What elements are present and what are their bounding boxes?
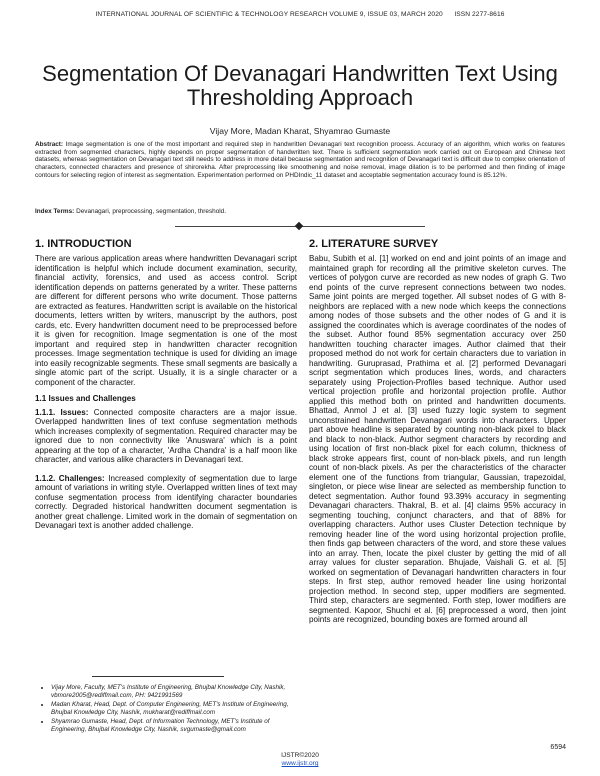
footnote-rule [92, 676, 224, 677]
footnote-item: • Madan Kharat, Head, Dept. of Computer Engineering, MET's Institute of Engineering, Bhujbal Knowledge City, Nashik, mukharat@rediffmail.com [51, 701, 297, 716]
issues-label: 1.1.1. Issues: [35, 407, 89, 417]
left-column [35, 237, 297, 535]
footer-link[interactable]: www.ijstr.org [281, 760, 319, 767]
introduction-heading: 1. INTRODUCTION [35, 238, 132, 250]
abstract-text: Image segmentation is one of the most important and required step in handwritten Devanagari text recognition process. Accuracy of an algorithm, which works on features extracted from segmented characters, highly depends on proper segmentation of handwritten text. There is sufficient segmentation work carried out on European and Chinese text datasets, whereas segmentation on Devanagari text still needs to address in more detail because segmentation and recognition of Devanagari text is difficult due to complex orientation of characters, connected characters and presence of shirorekha. After preprocessing like smoothening and noise removal, image dilation is to be performed and then finding of image contours for selecting region of interest as segmentation. Experimentation performed on PHDIndic_11 dataset and acceptable segmentation accuracy found is 85.12%. [35, 141, 565, 179]
index-terms [35, 208, 565, 216]
footer-copyright: IJSTR©2020 [281, 752, 319, 759]
literature-survey-paragraph: Babu, Subith et al. [1] worked on end and joint points of an image and maintained graph for recording all the primitive skeleton curves. The vertices of polygon curve are recorded as new nodes of graph G. Two end points of the curve represent connections between two nodes. Same joint points are merged together. All subset nodes of G with 8-neighbors are replaced with a new node which keeps the connections among nodes of those subsets and the other nodes of G and it is assigned the coordinates which is average coordinates of the nodes of the subset. Author found 85% segmentation accuracy over 250 handwritten touching character images. Author claimed that their proposed method do not work for certain characters due to variation in handwriting. Guruprasad, Prathima et al. [2] performed Devanagari script segmentation which produces lines, words, and characters separately using Projection-Profiles based technique. Author used vertical projection profile and horizontal projection profile. Author applied this method both on printed and handwritten documents. Bhattad, Anmol J et al. [3] used fuzzy logic system to segment unconstrained handwritten Devanagari words into characters. Upper part above headline is separated by counting non-black pixel to black and black to non-black. Author segment characters by recording and using location of first non-black pixel for each column, thickness of black stroke appears first, count of non-black pixels, and run length count of non-black pixels. As per the characteristics of the character element one of the functions from triangular, Gaussian, trapezoidal, singleton, or piece wise linear are selected as membership function to detect segmentation. Author found 93.39% accuracy in segmenting Devanagari characters. Thakral, B. et al. [4] claims 95% accuracy in segmenting touching, conjunct characters, and that of 88% for overlapping characters. Author uses Cluster Detection technique by removing header line of the word using horizontal projection profile, then finds gap between characters of the word, and store these values into an array. Then, locate the pixel cluster by getting the mid of all array values for cluster separation. Bhujade, Vaishali G. et al. [5] worked on segmentation of Devanagari handwritten characters in four steps. In first step, author removed header line using horizontal projection method. In second step, upper modifiers are segmented. Third step, characters are segmented. Forth step, lower modifiers are segmented. Kapoor, Shuchi et al. [6] preprocessed a word, then joint points are recognized, bounding boxes are formed around all [309, 254, 566, 624]
challenges-paragraph [35, 474, 297, 531]
challenges-text: Increased complexity of segmentation due to large amount of variations in writing style. Overlapped written lines of text may confuse segmentation process from identifying character boundaries correctly. Degraded historical handwritten document segmentation is another great challenge. Limited work in the domain of segmentation on Devanagari text is another added challenge. [35, 473, 297, 530]
author-list: Vijay More, Madan Kharat, Shyamrao Gumaste [209, 126, 391, 136]
challenges-label: 1.1.2. Challenges: [35, 473, 105, 483]
paper-title: Segmentation Of Devanagari Handwritten Text Using Thresholding Approach [42, 61, 558, 110]
issues-text: Connected composite characters are a major issue. Overlapped handwritten lines of text confuse segmentation methods which increases complexity of segmentation. Required character may be ignored due to non connectivity like 'Anuswara' which is a point appearing at the top of a character, 'Ardha Chandra' is a half moon like character, and various alike characters in Devanagari text. [35, 407, 297, 464]
right-column [309, 237, 566, 629]
index-terms-label: Index Terms: [35, 208, 75, 215]
section-separator [175, 223, 425, 229]
running-head: INTERNATIONAL JOURNAL OF SCIENTIFIC & TECHNOLOGY RESEARCH VOLUME 9, ISSUE 03, MARCH 2020 ISSN 2277-8616 [95, 11, 505, 18]
page-number: 6594 [550, 744, 566, 751]
footnote-item: • Vijay More, Faculty, MET's Institute of Engineering, Bhujbal Knowledge City, Nashik, vbmore2005@rediffmail.com, PH: 9421991569 [51, 684, 297, 699]
author-footnotes [35, 684, 297, 736]
issues-paragraph [35, 408, 297, 465]
footnote-item: • Shyamrao Gumaste, Head, Dept. of Information Technology, MET's Institute of Engineering, Bhujbal Knowledge City, Nashik, svgumaste@gmail.com [51, 718, 297, 733]
abstract-label: Abstract: [35, 141, 64, 148]
issues-challenges-heading: 1.1 Issues and Challenges [35, 394, 136, 403]
index-terms-text: Devanagari, preprocessing, segmentation, threshold. [76, 208, 227, 215]
abstract [35, 141, 565, 180]
literature-survey-heading: 2. LITERATURE SURVEY [309, 238, 439, 250]
diamond-icon [295, 222, 303, 230]
introduction-paragraph: There are various application areas where handwritten Devanagari script identification is helpful which include document examination, security, financial activity, forensics, and used as access control. Script identification depends on patterns generated by a writer. These patterns are different for different persons who write document. Those patterns are extracted as features. Handwritten script is available on the historical documents, letters written by writers, manuscript by the authors, post cards, etc. Every handwritten document need to be preprocessed before it is given for recognition. Image segmentation is one of the most important and required step in handwritten character recognition processes. Image segmentation technique is used for dividing an image into easily recognizable segments. These small segments are basically a single atomic part of the script. Usually, it is a single character or a component of the character. [35, 254, 297, 387]
